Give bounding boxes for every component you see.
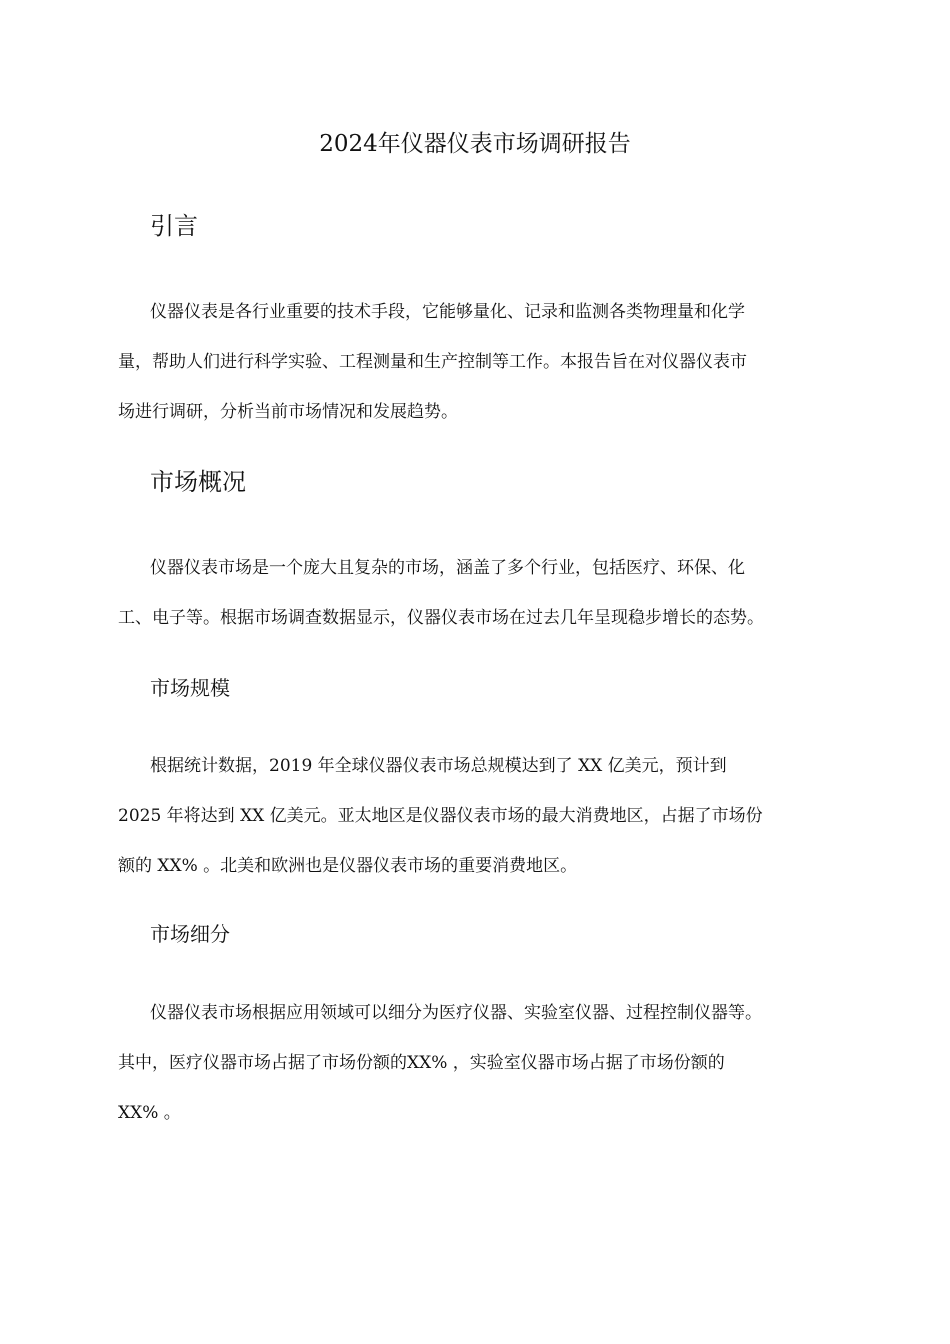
section-heading-overview: 市场概况	[150, 468, 246, 496]
paragraph-line: 仪器仪表是各行业重要的技术手段，它能够量化、记录和监测各类物理量和化学	[150, 302, 745, 322]
paragraph-scale	[118, 741, 838, 891]
paragraph-line: 额的 XX% 。北美和欧洲也是仪器仪表市场的重要消费地区。	[118, 856, 578, 876]
paragraph-line: 工、电子等。根据市场调查数据显示，仪器仪表市场在过去几年呈现稳步增长的态势。	[118, 608, 764, 628]
document-title: 2024年仪器仪表市场调研报告	[319, 131, 631, 157]
paragraph-line: 2025 年将达到 XX 亿美元。亚太地区是仪器仪表市场的最大消费地区，占据了市场份	[118, 806, 763, 826]
paragraph-line: 其中，医疗仪器市场占据了市场份额的XX% ，实验室仪器市场占据了市场份额的	[118, 1053, 725, 1073]
paragraph-line: 量，帮助人们进行科学实验、工程测量和生产控制等工作。本报告旨在对仪器仪表市	[118, 352, 747, 372]
section-heading-segment: 市场细分	[150, 922, 230, 946]
paragraph-line: 场进行调研，分析当前市场情况和发展趋势。	[118, 402, 458, 422]
paragraph-intro	[118, 287, 838, 437]
paragraph-line: 仪器仪表市场根据应用领域可以细分为医疗仪器、实验室仪器、过程控制仪器等。	[150, 1003, 762, 1023]
paragraph-overview	[118, 543, 838, 643]
paragraph-segment	[118, 988, 838, 1138]
paragraph-line: 仪器仪表市场是一个庞大且复杂的市场，涵盖了多个行业，包括医疗、环保、化	[150, 558, 745, 578]
section-heading-scale: 市场规模	[150, 676, 230, 700]
section-heading-intro: 引言	[150, 212, 198, 240]
paragraph-line: 根据统计数据，2019 年全球仪器仪表市场总规模达到了 XX 亿美元，预计到	[150, 756, 727, 776]
paragraph-line: XX% 。	[118, 1103, 181, 1123]
